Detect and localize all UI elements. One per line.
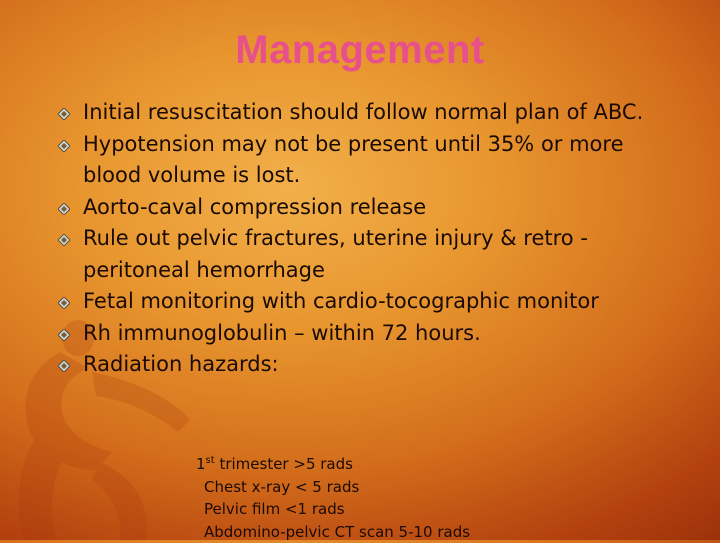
- bullet-text: Fetal monitoring with cardio-tocographic monitor: [83, 289, 599, 313]
- bullet-text: Rh immunoglobulin – within 72 hours.: [83, 321, 481, 345]
- bullet-text: Initial resuscitation should follow normal plan of ABC.: [83, 100, 643, 124]
- diamond-bullet-icon: [58, 108, 70, 120]
- bullet-text: Rule out pelvic fractures, uterine injury & retro -peritoneal hemorrhage: [83, 226, 588, 282]
- diamond-bullet-icon: [58, 297, 70, 309]
- diamond-bullet-icon: [58, 140, 70, 152]
- radiation-item: Abdomino-pelvic CT scan 5-10 rads: [196, 521, 470, 543]
- radiation-item-first-trimester: [196, 453, 470, 476]
- bullet-item: [58, 286, 688, 318]
- diamond-bullet-icon: [58, 329, 70, 341]
- slide-title: Management: [0, 28, 720, 73]
- bullet-item: [58, 97, 688, 129]
- radiation-hazards-list: [196, 453, 470, 543]
- ordinal-suffix: st: [206, 455, 215, 466]
- radiation-item: Pelvic film <1 rads: [196, 498, 470, 521]
- bullet-list: [58, 97, 688, 381]
- bullet-text: Hypotension may not be present until 35% or more blood volume is lost.: [83, 132, 624, 188]
- trimester-text: trimester >5 rads: [215, 455, 353, 473]
- bullet-item: [58, 318, 688, 350]
- bullet-item: [58, 223, 688, 286]
- bullet-item: [58, 349, 688, 381]
- diamond-bullet-icon: [58, 234, 70, 246]
- bullet-item: [58, 192, 688, 224]
- bullet-text: Radiation hazards:: [83, 352, 279, 376]
- ordinal-number: 1: [196, 455, 206, 473]
- diamond-bullet-icon: [58, 360, 70, 372]
- diamond-bullet-icon: [58, 203, 70, 215]
- radiation-item: Chest x-ray < 5 rads: [196, 476, 470, 499]
- bullet-item: [58, 129, 688, 192]
- bullet-text: Aorto-caval compression release: [83, 195, 426, 219]
